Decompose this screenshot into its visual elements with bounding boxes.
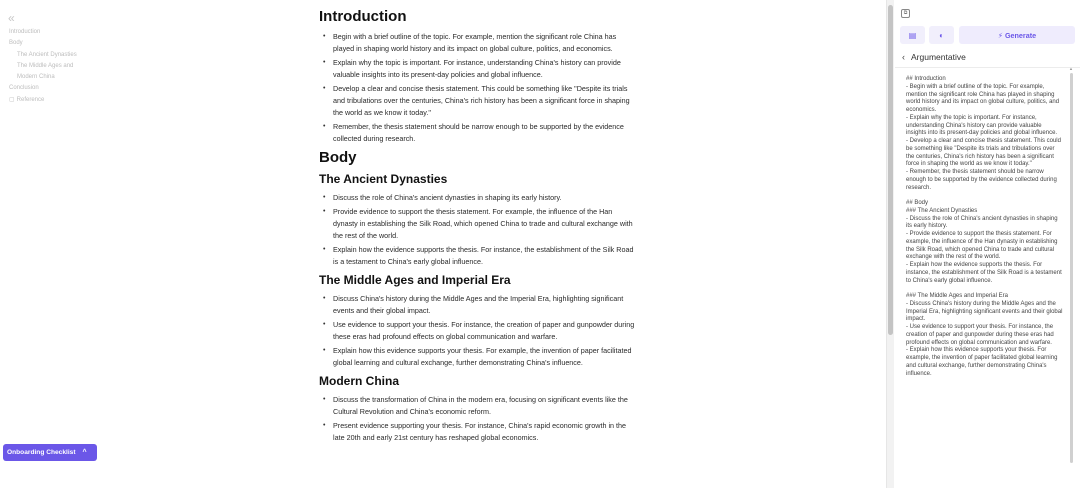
document-icon: ▤ <box>908 30 917 40</box>
mode-title: Argumentative <box>911 52 966 62</box>
panel-toggle-icon[interactable]: ⧉ <box>901 9 910 18</box>
modern-china-list <box>319 394 639 444</box>
heading-ancient-dynasties: The Ancient Dynasties <box>319 172 448 186</box>
chevron-up-icon: ^ <box>82 449 87 456</box>
markdown-line: - Explain how the evidence supports the thesis. For instance, the establishment of the Silk Road is a testament to China's early global influence. <box>906 262 1064 284</box>
markdown-line: ### The Middle Ages and Imperial Era <box>906 293 1008 299</box>
list-item: • Explain how this evidence supports your thesis. For example, the invention of paper facilitated global learning and cultural exchange, further demonstrating China's influence. <box>319 345 639 369</box>
markdown-line: - Discuss China's history during the Middle Ages and the Imperial Era, highlighting significant events and their global impact. <box>906 300 1065 323</box>
collapse-sidebar-icon[interactable]: « <box>8 11 15 25</box>
outline-item-body[interactable]: Body <box>9 40 23 47</box>
onboarding-checklist-button[interactable] <box>3 444 97 461</box>
document-tool-button[interactable] <box>900 26 925 44</box>
outline-item-modern-china[interactable]: Modern China <box>17 74 55 81</box>
intro-list <box>319 31 639 145</box>
markdown-line: ## Body <box>906 200 929 206</box>
reference-icon: ▢ <box>9 96 15 103</box>
markdown-line: ### The Ancient Dynasties <box>906 207 978 214</box>
outline-item-reference-label: Reference <box>16 96 45 103</box>
outline-item-reference[interactable] <box>9 95 77 106</box>
outline-item-introduction[interactable]: Introduction <box>9 29 41 35</box>
panel-divider <box>895 67 1080 68</box>
list-item: • Discuss the role of China's ancient dynasties in shaping its early history. <box>319 192 639 204</box>
bolt-icon: ⚡ <box>997 30 1003 40</box>
generate-button[interactable] <box>959 26 1075 44</box>
list-item: • Provide evidence to support the thesis statement. For example, the influence of the Han dynasty in establishing the Silk Road, which opened China to trade and cultural exchange with the rest of the world. <box>319 206 639 242</box>
markdown-line: - Use evidence to support your thesis. For instance, the creation of paper and gunpowder during these eras had profound effects on global communication and warfare. <box>906 324 1056 346</box>
heading-modern-china: Modern China <box>319 374 399 388</box>
markdown-blank-line <box>906 285 1063 293</box>
markdown-line: - Discuss the role of China's ancient dynasties in shaping its early history. <box>906 215 1060 230</box>
assistant-panel <box>895 0 1080 488</box>
ancient-dynasties-list <box>319 192 639 268</box>
heading-body: Body <box>319 149 357 166</box>
main-scrollbar[interactable] <box>886 0 894 488</box>
panel-scrollbar[interactable] <box>1069 66 1075 488</box>
mode-header[interactable] <box>902 52 966 62</box>
heading-middle-ages: The Middle Ages and Imperial Era <box>319 273 511 287</box>
markdown-line: - Explain why the topic is important. For instance, understanding China's history can provide valuable insights into its present-day policies and global influence. <box>906 114 1058 137</box>
list-item: • Present evidence supporting your thesis. For instance, China's rapid economic growth in the late 20th and early 21st century has reshaped global economics. <box>319 420 639 444</box>
onboarding-checklist-label: Onboarding Checklist <box>7 449 76 456</box>
markdown-line: - Begin with a brief outline of the topic. For example, mention the significant role China has played in shaping world history and its impact on global culture, politics, and economics. <box>906 83 1061 113</box>
document-editor[interactable] <box>319 0 639 488</box>
outline-item-ancient-dynasties[interactable]: The Ancient Dynasties <box>17 51 77 58</box>
toggle-tool-button[interactable] <box>929 26 954 44</box>
list-item: • Use evidence to support your thesis. For instance, the creation of paper and gunpowder during these eras had profound effects on global communication and warfare. <box>319 319 639 343</box>
toggle-icon: ◐ <box>939 30 944 40</box>
main-scrollbar-thumb[interactable] <box>888 5 893 335</box>
list-item: • Discuss the transformation of China in the modern era, focusing on significant events like the Cultural Revolution and China's economic reform. <box>319 394 639 418</box>
outline-item-conclusion[interactable]: Conclusion <box>9 85 39 92</box>
back-arrow-icon[interactable]: ‹ <box>902 52 905 62</box>
list-item: • Discuss China's history during the Middle Ages and the Imperial Era, highlighting significant events and their global impact. <box>319 293 639 317</box>
outline-list <box>9 27 77 106</box>
generate-label: Generate <box>1004 30 1037 40</box>
markdown-line: - Provide evidence to support the thesis statement. For example, the influence of the Han dynasty in establishing the Silk Road, which opened China to trade and cultural exchange with the rest of the world. <box>906 231 1060 261</box>
markdown-line: - Remember, the thesis statement should be narrow enough to be supported by the evidence collected during research. <box>906 169 1059 191</box>
list-item: • Explain why the topic is important. For instance, understanding China's history can provide valuable insights into its present-day policies and global influence. <box>319 57 639 81</box>
panel-scrollbar-thumb[interactable] <box>1070 73 1073 463</box>
markdown-line: - Develop a clear and concise thesis statement. This could be something like "Despite its trials and tribulations over the centuries, China's rich history has been a significant force in shaping the world as we know it today." <box>906 138 1063 168</box>
outline-item-middle-ages[interactable]: The Middle Ages and <box>17 62 74 69</box>
list-item: • Explain how the evidence supports the thesis. For instance, the establishment of the Silk Road is a testament to China's early global influence. <box>319 244 639 268</box>
outline-sidebar <box>0 0 150 488</box>
markdown-line: - Explain how this evidence supports your thesis. For example, the invention of paper facilitated global learning and cultural exchange, further demonstrating China's influence. <box>906 347 1060 377</box>
list-item: • Begin with a brief outline of the topic. For example, mention the significant role China has played in shaping world history and its impact on global culture, politics, and economics. <box>319 31 639 55</box>
generated-outline-text[interactable] <box>906 76 1063 486</box>
scroll-up-icon[interactable]: ▲ <box>1069 66 1073 71</box>
list-item: • Remember, the thesis statement should be narrow enough to be supported by the evidence collected during research. <box>319 121 639 145</box>
markdown-line: ## Introduction <box>906 76 946 82</box>
markdown-blank-line <box>906 192 1063 200</box>
heading-introduction: Introduction <box>319 8 407 25</box>
middle-ages-list <box>319 293 639 369</box>
list-item: • Develop a clear and concise thesis statement. This could be something like "Despite its trials and tribulations over the centuries, China's rich history has been a significant force in shaping the world as we know it today." <box>319 83 639 119</box>
